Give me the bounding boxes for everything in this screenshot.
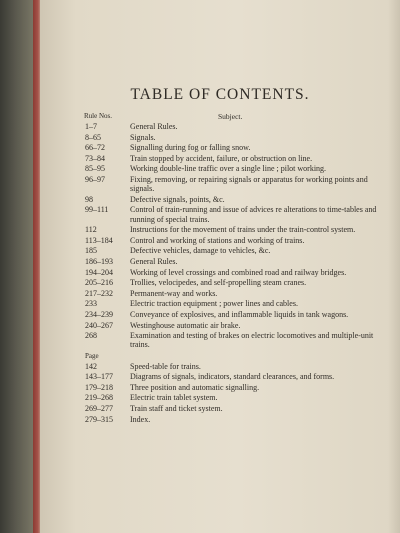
- rules-section: [85, 122, 391, 350]
- entry-subject: Train staff and ticket system.: [130, 404, 223, 414]
- toc-entry: [85, 372, 391, 381]
- page-label: Page: [85, 351, 99, 360]
- entry-number: 1–7: [85, 122, 97, 131]
- entry-number: 8–65: [85, 132, 101, 142]
- entry-subject: Examination and testing of brakes on electric locomotives and multiple-unit trains.: [130, 331, 374, 350]
- entry-number: 142: [85, 361, 97, 371]
- toc-entry: [85, 299, 391, 308]
- entry-number: 99–111: [85, 205, 109, 215]
- toc-entry: [85, 310, 391, 319]
- entry-subject: Fixing, removing, or repairing signals or apparatus for working points and signals.: [130, 174, 368, 194]
- entry-subject: Instructions for the movement of trains under the train-control system.: [130, 225, 356, 235]
- page-title: TABLE OF CONTENTS.: [130, 86, 310, 103]
- toc-entry: [85, 205, 391, 223]
- entry-subject: Conveyance of explosives, and inflammable liquids in tank wagons.: [130, 309, 349, 319]
- entry-subject: Three position and automatic signalling.: [130, 382, 260, 392]
- toc-entry: [85, 246, 391, 255]
- toc-entry: [85, 383, 391, 392]
- entry-number: 233: [85, 299, 97, 309]
- entry-subject: Electric traction equipment ; power lines and cables.: [130, 299, 298, 309]
- entry-subject: General Rules.: [130, 122, 178, 131]
- entry-subject: Control of train-running and issue of advices re alterations to time-tables and running of special trains.: [130, 205, 377, 224]
- entry-number: 219–268: [85, 393, 113, 403]
- toc-entry: [85, 122, 391, 131]
- toc-entry: [85, 195, 391, 204]
- rule-nos-header: Rule Nos.: [84, 112, 112, 120]
- entry-subject: Trollies, velocipedes, and self-propelling steam cranes.: [130, 278, 307, 288]
- entry-number: 85–95: [85, 164, 105, 174]
- contents-list: [85, 122, 391, 425]
- toc-entry: [85, 362, 391, 371]
- entry-subject: Working double-line traffic over a single line ; pilot working.: [130, 164, 327, 174]
- toc-entry: [85, 404, 391, 413]
- toc-entry: [85, 154, 391, 163]
- entry-subject: Control and working of stations and working of trains.: [130, 235, 305, 245]
- entry-number: 279–315: [85, 414, 113, 424]
- entry-number: 194–204: [85, 267, 113, 277]
- toc-entry: [85, 289, 391, 298]
- toc-entry: [85, 143, 391, 152]
- entry-number: 98: [85, 194, 93, 204]
- entry-subject: Defective signals, points, &c.: [130, 194, 225, 204]
- entry-number: 205–216: [85, 278, 113, 288]
- entry-number: 234–239: [85, 309, 113, 319]
- toc-entry: [85, 268, 391, 277]
- entry-number: 186–193: [85, 256, 113, 266]
- entry-subject: Signals.: [130, 132, 156, 142]
- toc-entry: [85, 257, 391, 266]
- entry-subject: Index.: [130, 414, 151, 424]
- toc-entry: [85, 278, 391, 287]
- entry-number: 96–97: [85, 174, 105, 184]
- entry-number: 73–84: [85, 153, 105, 163]
- toc-entry: [85, 225, 391, 234]
- entry-number: 240–267: [85, 320, 113, 330]
- entry-number: 112: [85, 225, 97, 235]
- entry-number: 217–232: [85, 288, 113, 298]
- entry-number: 143–177: [85, 372, 113, 382]
- toc-entry: [85, 321, 391, 330]
- entry-subject: Defective vehicles, damage to vehicles, &c.: [130, 246, 271, 256]
- toc-entry: [85, 331, 391, 349]
- book-edge: [0, 0, 34, 533]
- entry-subject: Electric train tablet system.: [130, 393, 218, 403]
- pages-section: [85, 362, 391, 424]
- entry-subject: Permanent-way and works.: [130, 288, 218, 298]
- toc-entry: [85, 175, 391, 193]
- entry-number: 185: [85, 246, 97, 256]
- entry-subject: Diagrams of signals, indicators, standard clearances, and forms.: [130, 372, 335, 382]
- entry-subject: Westinghouse automatic air brake.: [130, 320, 241, 330]
- toc-entry: [85, 133, 391, 142]
- toc-entry: [85, 393, 391, 402]
- entry-number: 113–184: [85, 235, 113, 245]
- entry-subject: General Rules.: [130, 256, 178, 266]
- entry-subject: Train stopped by accident, failure, or obstruction on line.: [130, 153, 313, 163]
- entry-subject: Speed-table for trains.: [130, 361, 201, 371]
- subject-header: Subject.: [218, 112, 243, 121]
- entry-subject: Working of level crossings and combined road and railway bridges.: [130, 267, 347, 277]
- entry-number: 179–218: [85, 382, 113, 392]
- book-page: [40, 0, 400, 533]
- toc-entry: [85, 415, 391, 424]
- entry-number: 268: [85, 331, 97, 341]
- toc-entry: [85, 236, 391, 245]
- toc-entry: [85, 164, 391, 173]
- entry-number: 66–72: [85, 143, 105, 153]
- entry-number: 269–277: [85, 404, 113, 414]
- entry-subject: Signalling during fog or falling snow.: [130, 143, 251, 153]
